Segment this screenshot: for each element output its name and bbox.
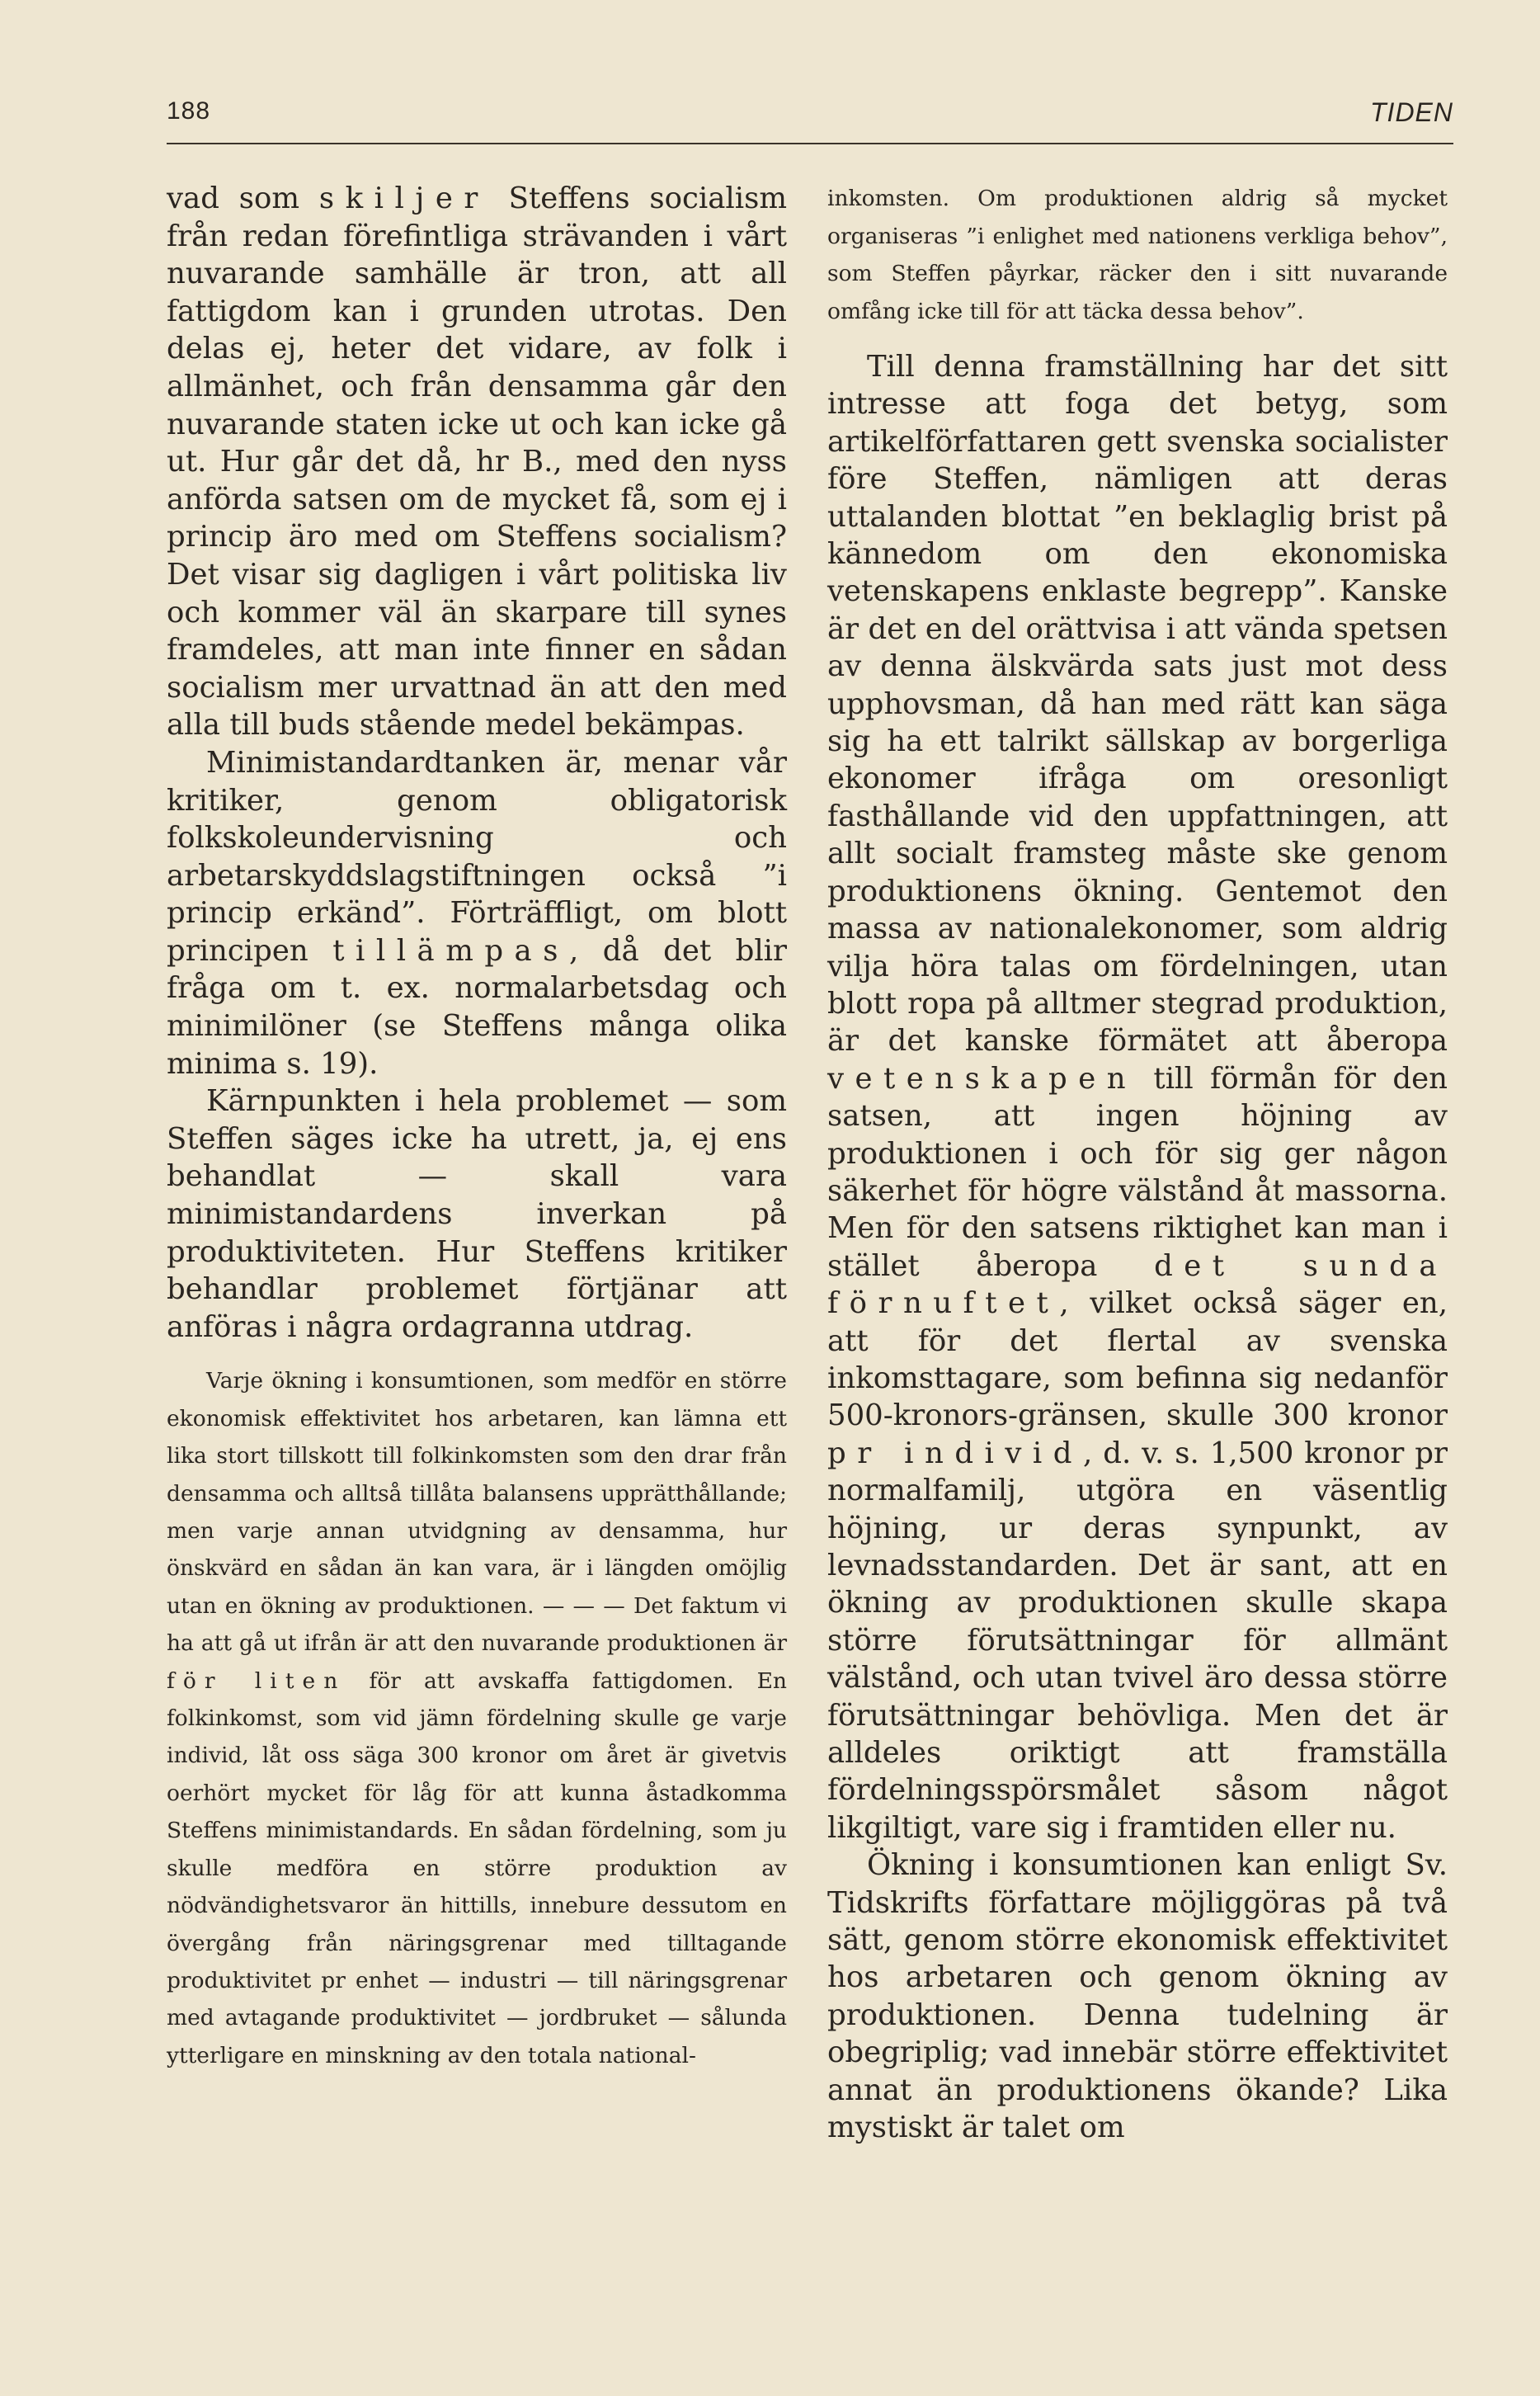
header-rule xyxy=(167,143,1453,144)
page-number: 188 xyxy=(167,97,211,125)
text-run: , vilket också säger en, att för det flertal av svenska inkomsttagare, som befinna sig nedanför 500-kronors-gränsen, skulle 300 kronor xyxy=(827,1286,1448,1433)
text-run: , då det blir fråga om t. ex. normalarbetsdag och minimilöner (se Steffens många olika minima s. 19). xyxy=(167,933,787,1081)
text-run: vad som xyxy=(167,182,319,215)
spaced-emphasis: pr individ xyxy=(827,1436,1083,1470)
block-quote-continued xyxy=(827,180,1448,330)
text-run: inkomsten. Om produktionen aldrig så mycket organiseras ”i enlighet med nationens verkliga behov”, som Steffen påyrkar, räcker den i sitt nuvarande omfång icke till för att täcka dessa behov”. xyxy=(827,186,1448,324)
text-run: Kärnpunkten i hela problemet — som Steffen säges icke ha utrett, ja, ej ens behandlat — skall vara minimistandardens inverkan på produktiviteten. Hur Steffens kritiker behandlar problemet förtjänar att anföras i några ordagranna utdrag. xyxy=(167,1084,787,1344)
text-run: Ökning i konsumtionen kan enligt Sv. Tidskrifts författare möjliggöras på två sätt, genom större ekonomisk effektivitet hos arbetaren och genom ökning av produktionen. Denna tudelning är obegriplig; vad innebär större effektivitet annat än produktionens ökande? Lika mystiskt är talet om xyxy=(827,1848,1448,2145)
spaced-emphasis: tillämpas xyxy=(332,933,569,968)
running-title: TIDEN xyxy=(1370,97,1453,127)
text-run: , d. v. s. 1,500 kronor pr normalfamilj, utgöra en väsentlig höjning, ur deras synpunkt, av levnadsstandarden. Det är sant, att en ökning av produktionen skulle skapa större förutsättningar för allmänt välstånd, och utan tvivel äro dessa större förutsättningar behövliga. Men det är alldeles oriktigt att framställa fördelningsspörsmålet såsom något likgiltigt, vare sig i framtiden eller nu. xyxy=(827,1436,1448,1845)
text-run: Varje ökning i konsumtionen, som medför en större ekonomisk effektivitet hos arbetaren, kan lämna ett lika stort tillskott till folkinkomsten som den drar från densamma och alltså tillåta balansens upprätthållande; men varje annan utvidgning av densamma, hur önskvärd en sådan än kan vara, är i längden omöjlig utan en ökning av produktionen. — — — Det faktum vi ha att gå ut ifrån är att den nuvarande produktionen är xyxy=(167,1368,787,1657)
paragraph xyxy=(827,1847,1448,2146)
text-run: Steffens socialism från redan förefintliga strävanden i vårt nuvarande samhälle är tron, att all fattigdom kan i grunden utrotas. Den delas ej, heter det vidare, av folk i allmänhet, och från densamma går den nuvarande staten icke ut och kan icke gå ut. Hur går det då, hr B., med den nyss anförda satsen om de mycket få, som ej i princip äro med om Steffens socialism? Det visar sig dagligen i vårt politiska liv och kommer väl än skarpare till synes framdeles, att man inte finner en sådan socialism mer urvattnad än att den med alla till buds stående medel bekämpas. xyxy=(167,182,787,743)
text-run: Minimistandardtanken är, menar vår kritiker, genom obligatorisk folkskoleundervisning och arbetarskyddslagstiftningen också ”i princip erkänd”. Förträffligt, om blott principen xyxy=(167,745,787,968)
paragraph xyxy=(827,348,1448,1847)
spaced-emphasis: vetenskapen xyxy=(827,1061,1137,1096)
paragraph xyxy=(167,1082,787,1346)
spaced-emphasis: skiljer xyxy=(318,182,489,215)
right-column xyxy=(827,180,1448,2147)
block-quote xyxy=(167,1362,787,2074)
paragraph xyxy=(167,744,787,1082)
left-column xyxy=(167,180,787,2074)
paragraph xyxy=(167,180,787,744)
text-run: för att avskaffa fattigdomen. En folkinkomst, som vid jämn fördelning skulle ge varje individ, låt oss säga 300 kronor om året är givetvis oerhört mycket för låg för att kunna åstadkomma Steffens minimistandards. En sådan fördelning, som ju skulle medföra en större produktion av nödvändighetsvaror än hittills, innebure dessutom en övergång från näringsgrenar med tilltagande produktivitet pr enhet — industri — till näringsgrenar med avtagande produktivitet — jordbruket — sålunda ytterligare en minskning av den totala national- xyxy=(167,1667,787,2068)
spaced-emphasis: det sunda förnuftet xyxy=(827,1248,1448,1321)
text-run: till förmån för den satsen, att ingen höjning av produktionen i och för sig ger någon säkerhet för högre välstånd åt massorna. Men för den satsens riktighet kan man i stället åberopa xyxy=(827,1061,1448,1283)
page-header xyxy=(167,97,1453,144)
spaced-emphasis: för liten xyxy=(167,1667,346,1694)
text-run: Till denna framställning har det sitt intresse att foga det betyg, som artikelförfattaren gett svenska socialister före Steffen, nämligen att deras uttalanden blottat ”en beklaglig brist på kännedom om den ekonomiska vetenskapens enklaste begrepp”. Kanske är det en del orättvisa i att vända spetsen av denna älskvärda sats just mot dess upphovsman, då han med rätt kan säga sig ha ett talrikt sällskap av borgerliga ekonomer ifråga om oresonligt fasthållande vid den uppfattningen, att allt socialt framsteg måste ske genom produktionens ökning. Gentemot den massa av nationalekonomer, som aldrig vilja höra talas om fördelningen, utan blott ropa på alltmer stegrad produktion, är det kanske förmätet att åberopa xyxy=(827,350,1448,1059)
